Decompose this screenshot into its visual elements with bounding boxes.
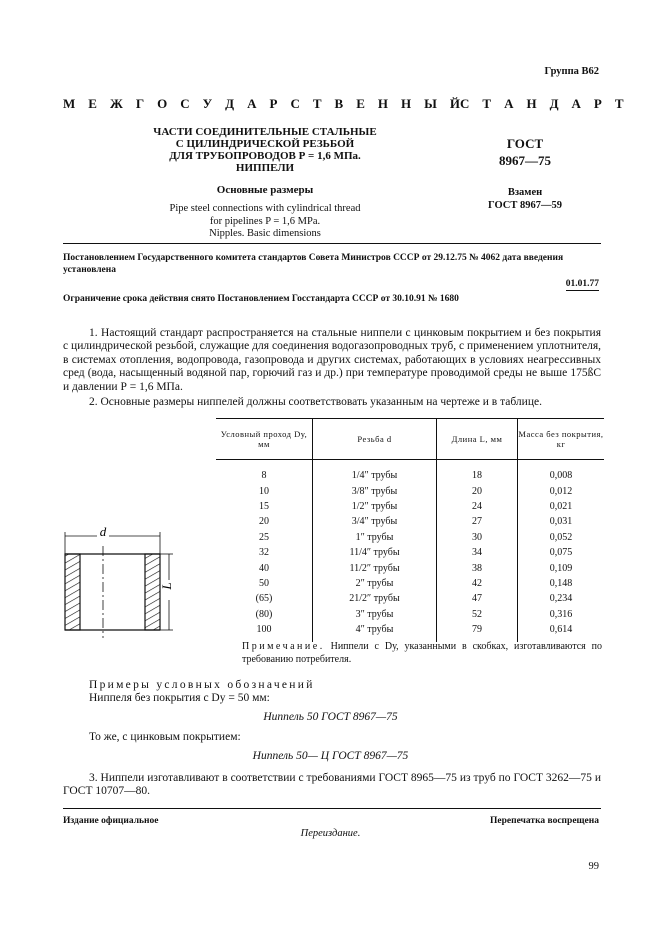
cell-nominal-bore: 8 (261, 470, 267, 482)
cell-mass: 0,148 (518, 576, 605, 591)
title-line: НИППЕЛИ (235, 162, 295, 174)
cell-mass: 0,075 (518, 545, 605, 560)
cell-nominal-bore: 100 (256, 624, 272, 636)
note-text: Ниппели с Dу, указанными в скобках, изготавливаются по требованию потребителя. (242, 641, 603, 665)
example-2-designation: Ниппель 50— Ц ГОСТ 8967—75 (252, 750, 409, 762)
cell-length: 42 (437, 576, 518, 591)
official-edition: Издание официальное (63, 816, 159, 826)
col-header-thread: Резьба d (313, 419, 437, 460)
length-label: L (159, 582, 174, 590)
footer-divider (63, 808, 601, 809)
decree-text: Постановлением Государственного комитета стандартов Совета Министров СССР от 29.12.75 № 4062 дата введения установлена (63, 253, 564, 275)
english-title-line: Nipples. Basic dimensions (209, 228, 321, 239)
cell-thread: 4″ трубы (313, 622, 437, 642)
table-row (216, 607, 604, 622)
table-row (216, 460, 604, 484)
title-line: ДЛЯ ТРУБОПРОВОДОВ Р = 1,6 МПа. (169, 150, 361, 162)
cell-nominal-bore: 50 (259, 577, 269, 589)
table-row (216, 591, 604, 606)
cell-length: 79 (437, 622, 518, 642)
table-row (216, 576, 604, 591)
cell-mass: 0,052 (518, 530, 605, 545)
cell-thread: 1/4″ трубы (313, 460, 437, 484)
cell-length: 38 (437, 560, 518, 575)
col-header-nominal-bore: Условный проход Dу, мм (216, 419, 313, 460)
table-header-row (216, 419, 604, 460)
cell-nominal-bore: 20 (259, 516, 269, 528)
table-body (216, 460, 604, 643)
cell-thread: 11/2″ трубы (313, 560, 437, 575)
cell-mass: 0,316 (518, 607, 605, 622)
paragraph-2: 2. Основные размеры ниппелей должны соответствовать указанным на чертеже и в таблице. (89, 396, 542, 408)
cell-mass: 0,021 (518, 499, 605, 514)
cell-length: 52 (437, 607, 518, 622)
document-title (130, 126, 400, 174)
dimensions-table (216, 418, 604, 642)
cell-length: 47 (437, 591, 518, 606)
col-header-length: Длина L, мм (437, 419, 518, 460)
divider (63, 243, 601, 244)
group-code: Группа В62 (544, 66, 599, 77)
title-line: ЧАСТИ СОЕДИНИТЕЛЬНЫЕ СТАЛЬНЫЕ (153, 126, 377, 138)
cell-nominal-bore: 32 (259, 547, 269, 559)
cell-thread: 2″ трубы (313, 576, 437, 591)
gost-number-block (470, 135, 580, 169)
examples-heading: Примеры условных обозначений (89, 679, 315, 691)
banner-word-interstate: М Е Ж Г О С У Д А Р С Т В Е Н Н Ы Й (63, 96, 460, 111)
cell-nominal-bore: 25 (259, 531, 269, 543)
diameter-label: d (99, 524, 107, 539)
cell-length: 34 (437, 545, 518, 560)
table-row (216, 514, 604, 529)
table-row (216, 545, 604, 560)
table-note (242, 640, 602, 666)
cell-mass: 0,109 (518, 560, 605, 575)
banner-word-standard: С Т А Н Д А Р Т (460, 96, 624, 111)
nipple-drawing (55, 520, 175, 640)
table-row (216, 483, 604, 498)
title-line: С ЦИЛИНДРИЧЕСКОЙ РЕЗЬБОЙ (175, 138, 355, 150)
cell-thread: 3/4″ трубы (313, 514, 437, 529)
page-number: 99 (588, 861, 599, 872)
note-label: Примечание. (242, 641, 325, 652)
cell-thread: 1″ трубы (313, 530, 437, 545)
paragraph-3: 3. Ниппели изготавливают в соответствии с требованиями ГОСТ 8965—75 из труб по ГОСТ 3262—75 и ГОСТ 10707—80. (63, 772, 601, 798)
cell-mass: 0,012 (518, 483, 605, 498)
cell-mass: 0,008 (518, 460, 605, 484)
cell-mass: 0,614 (518, 622, 605, 642)
cell-thread: 11/4″ трубы (313, 545, 437, 560)
cell-thread: 1/2″ трубы (313, 499, 437, 514)
gost-label: ГОСТ (506, 136, 544, 151)
cell-length: 20 (437, 483, 518, 498)
reissue-note: Переиздание. (300, 828, 361, 839)
cell-nominal-bore: 10 (259, 485, 269, 497)
cell-length: 27 (437, 514, 518, 529)
cell-nominal-bore: (65) (255, 593, 273, 605)
cell-nominal-bore: 40 (259, 562, 269, 574)
dimensions-table-wrap (216, 418, 604, 642)
reprint-prohibited: Перепечатка воспрещена (489, 816, 599, 826)
english-title-line: Pipe steel connections with cylindrical thread (169, 203, 361, 214)
limitation-text: Ограничение срока действия снято Постановлением Госстандарта СССР от 30.10.91 № 1680 (63, 294, 459, 304)
cell-length: 24 (437, 499, 518, 514)
cell-mass: 0,234 (518, 591, 605, 606)
cell-thread: 21/2″ трубы (313, 591, 437, 606)
replaces-label: Взамен (507, 187, 543, 198)
english-title (130, 203, 400, 241)
standard-banner (63, 96, 624, 112)
cell-thread: 3/8″ трубы (313, 483, 437, 498)
cell-mass: 0,031 (518, 514, 605, 529)
replaces-block (460, 186, 590, 212)
cell-length: 30 (437, 530, 518, 545)
example-1-text: Ниппеля без покрытия с Dу = 50 мм: (89, 692, 270, 704)
subtitle: Основные размеры (216, 184, 314, 196)
replaces-number: ГОСТ 8967—59 (488, 200, 562, 211)
cell-nominal-bore: (80) (255, 608, 273, 620)
cell-nominal-bore: 15 (259, 500, 269, 512)
col-header-mass: Масса без покрытия, кг (518, 419, 605, 460)
table-row (216, 530, 604, 545)
table-row (216, 560, 604, 575)
gost-number: 8967—75 (499, 153, 551, 168)
paragraph-1: 1. Настоящий стандарт распространяется на стальные ниппели с цинковым покрытием и без покрытия с цилиндрической резьбой, служащие для соединения водогазопроводных труб, с применением уплотнителя, в системах отопления, водопровода, газопровода и других системах, работающих в условиях неагрессивных сред (вода, насыщенный водяной пар, горючий газ и др.) при температуре проводимой среды не выше 175ßС и давлении Р = 1,6 МПа. (63, 327, 601, 393)
example-2-text: То же, с цинковым покрытием: (89, 731, 241, 743)
cell-length: 18 (437, 460, 518, 484)
example-1-designation: Ниппель 50 ГОСТ 8967—75 (263, 711, 398, 723)
table-row (216, 499, 604, 514)
cell-thread: 3″ трубы (313, 607, 437, 622)
effective-date: 01.01.77 (565, 279, 599, 289)
english-title-line: for pipelines P = 1,6 MPa. (209, 215, 321, 227)
